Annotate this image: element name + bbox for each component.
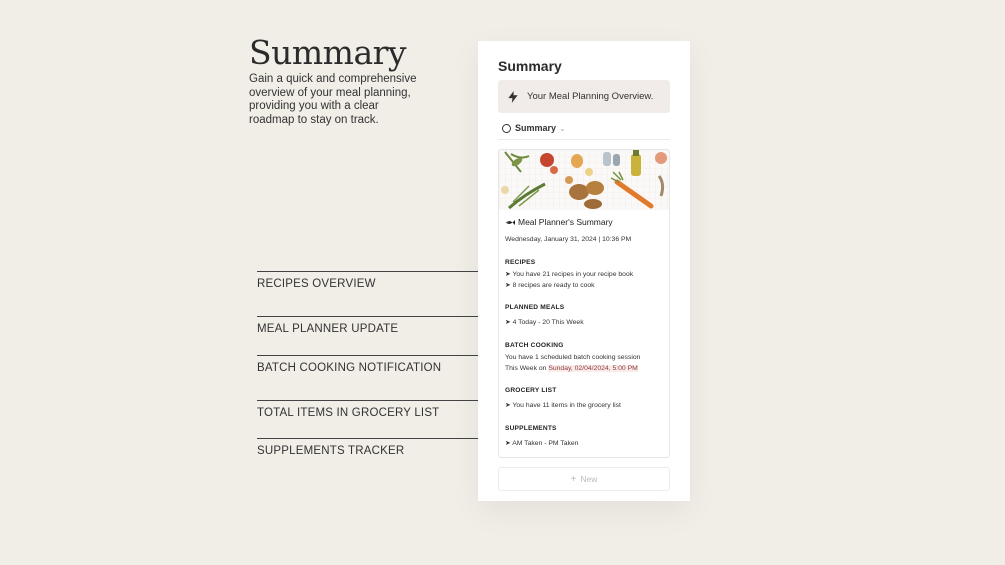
new-button[interactable] (498, 467, 670, 491)
plus-icon: + (570, 473, 577, 485)
view-tab-label: Summary (515, 123, 557, 133)
circle-icon (502, 124, 511, 133)
grocery-list-line-1: ➤ You have 11 items in the grocery list (505, 402, 621, 409)
card-title-text: Meal Planner's Summary (518, 217, 613, 227)
callout-line (257, 316, 485, 317)
callout-line (257, 400, 485, 401)
summary-panel (478, 41, 690, 501)
summary-card[interactable] (498, 149, 670, 458)
recipes-line-1: ➤ You have 21 recipes in your recipe book (505, 271, 634, 278)
fish-icon (505, 219, 515, 226)
batch-cooking-prefix: This Week on (505, 365, 549, 372)
callout-line (257, 271, 485, 272)
view-tab-summary[interactable] (502, 123, 566, 133)
section-heading-planned-meals: PLANNED MEALS (505, 304, 565, 311)
callout-line (257, 355, 485, 356)
section-heading-supplements: SUPPLEMENTS (505, 425, 557, 432)
batch-cooking-line-2 (505, 363, 638, 374)
callout-label: SUPPLEMENTS TRACKER (257, 445, 405, 457)
bolt-icon (506, 90, 520, 104)
overview-callout-text: Your Meal Planning Overview. (527, 91, 654, 102)
callout-label: MEAL PLANNER UPDATE (257, 323, 399, 335)
chevron-down-icon[interactable]: ⌄ (559, 123, 566, 133)
panel-title: Summary (498, 58, 562, 74)
recipes-line-2: ➤ 8 recipes are ready to cook (505, 282, 595, 289)
section-heading-grocery-list: GROCERY LIST (505, 387, 557, 394)
section-heading-batch-cooking: BATCH COOKING (505, 342, 564, 349)
batch-cooking-date: Sunday, 02/04/2024, 5:00 PM (548, 365, 638, 372)
callout-line (257, 438, 485, 439)
callout-label: BATCH COOKING NOTIFICATION (257, 362, 442, 374)
callout-grocery-list (257, 400, 485, 419)
supplements-line-1: ➤ AM Taken - PM Taken (505, 440, 579, 447)
callout-supplements (257, 438, 485, 457)
hero-description: Gain a quick and comprehensive overview of your meal planning, providing you with a clear roadmap to stay on track. (249, 73, 417, 126)
callout-label: RECIPES OVERVIEW (257, 278, 376, 290)
hero-title: Summary (249, 33, 407, 72)
callout-recipes-overview (257, 271, 485, 290)
planned-meals-line-1: ➤ 4 Today - 20 This Week (505, 319, 584, 326)
callout-batch-cooking (257, 355, 485, 374)
divider (498, 139, 670, 140)
card-datetime: Wednesday, January 31, 2024 | 10:36 PM (505, 236, 632, 243)
batch-cooking-line-1: You have 1 scheduled batch cooking session (505, 354, 641, 361)
card-title (505, 217, 613, 227)
callout-meal-planner-update (257, 316, 485, 335)
vegetables-cover-image (499, 150, 669, 210)
overview-callout[interactable] (498, 80, 670, 113)
new-button-label: New (580, 474, 598, 484)
callout-label: TOTAL ITEMS IN GROCERY LIST (257, 407, 440, 419)
section-heading-recipes: RECIPES (505, 259, 536, 266)
